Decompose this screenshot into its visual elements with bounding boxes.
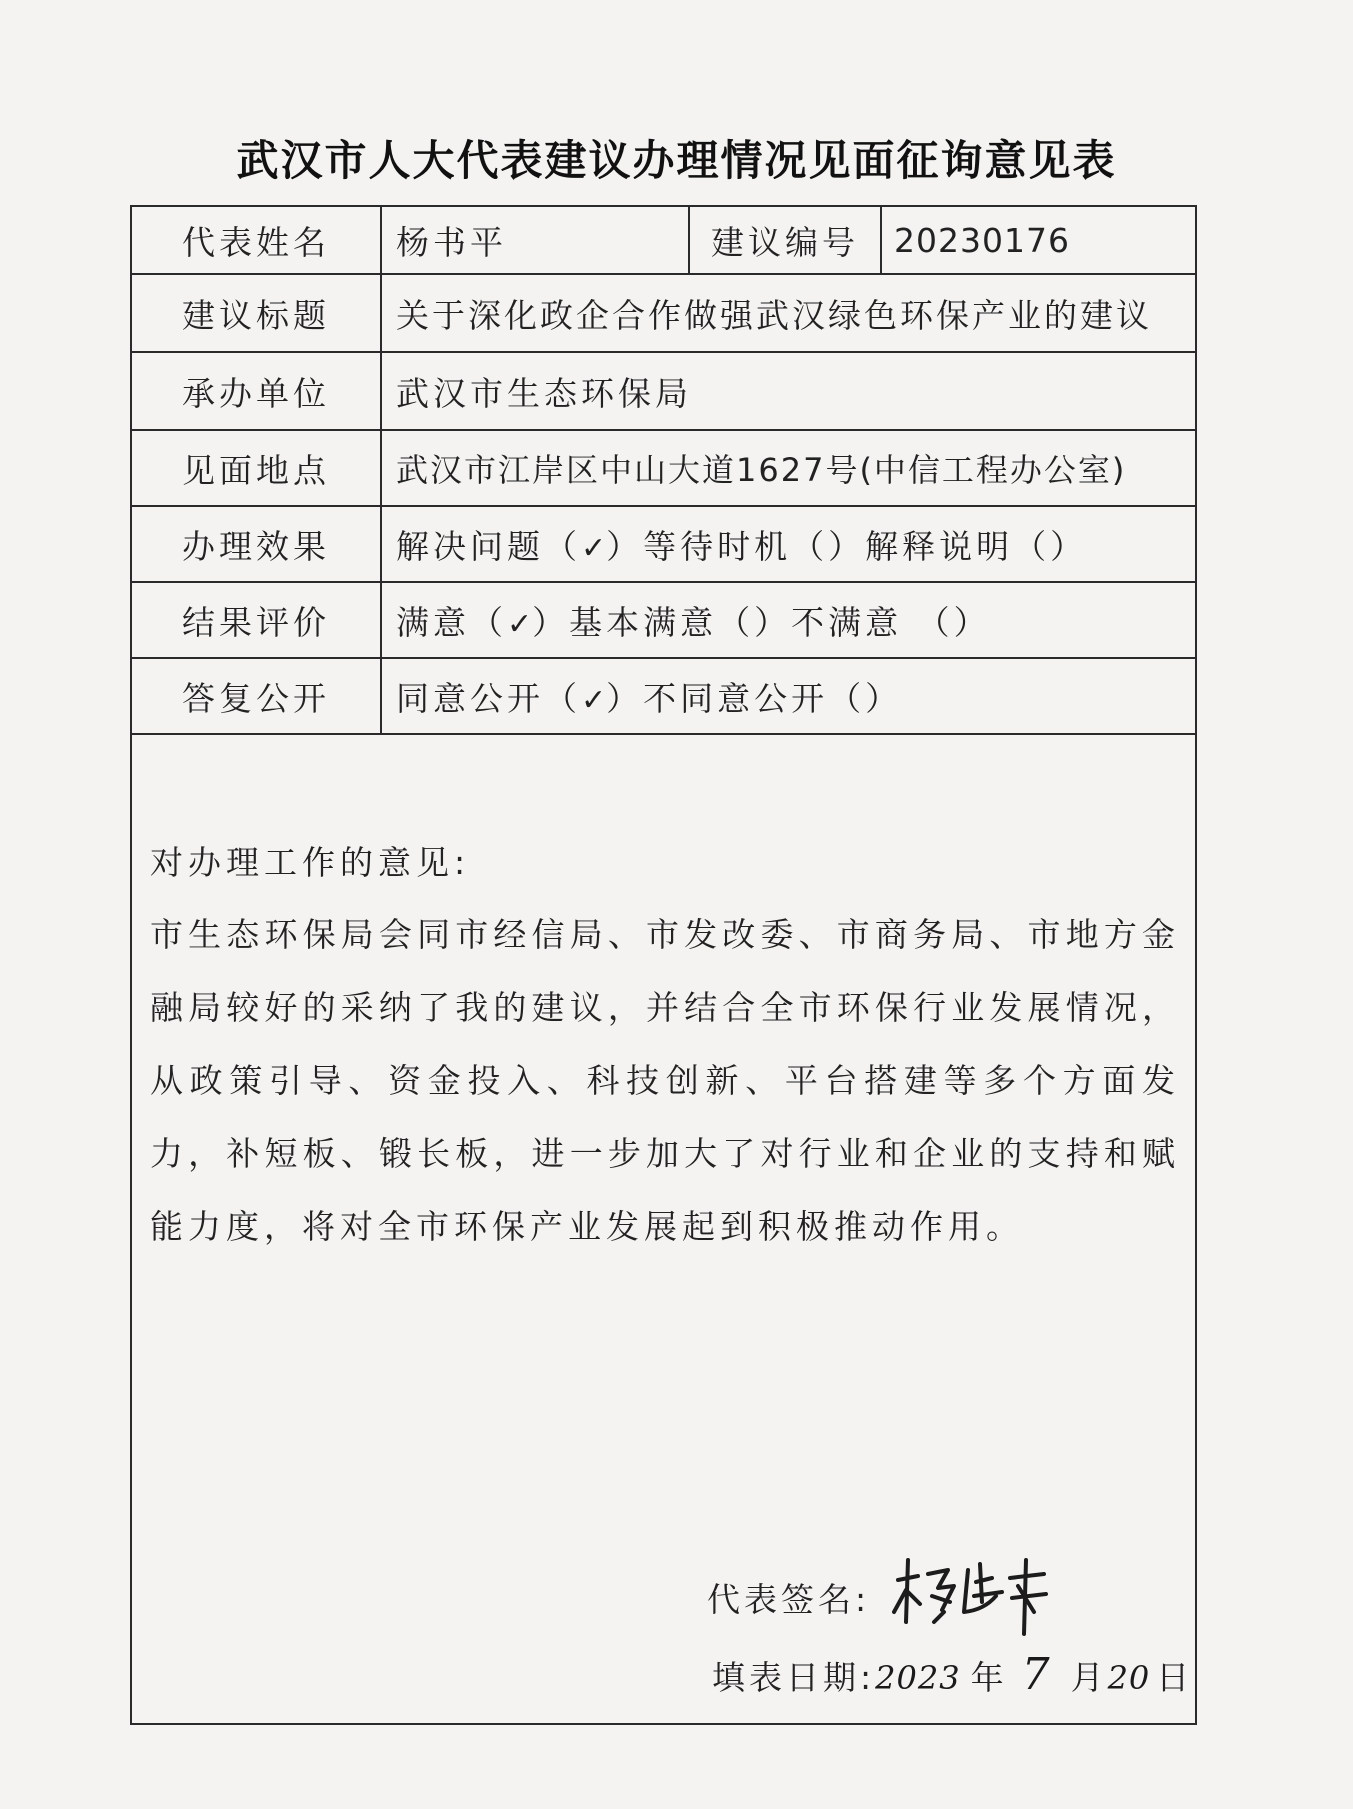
option-satisfied: 满意（✓）: [396, 602, 570, 642]
form-row-handling-unit: [132, 353, 1195, 431]
form-row-result-evaluation: [132, 583, 1195, 659]
field-options-reply-disclosure: [380, 659, 1195, 733]
signature-label: 代表签名:: [707, 1579, 871, 1619]
form-row-handling-effect: [132, 507, 1195, 583]
check-mark-icon: ✓: [507, 606, 533, 642]
check-mark-icon: ✓: [581, 530, 607, 566]
page-title: 武汉市人大代表建议办理情况见面征询意见表: [236, 136, 1117, 185]
opinion-heading: 对办理工作的意见:: [150, 843, 471, 882]
opinion-section: [150, 837, 1180, 1263]
fill-date-line: [712, 1649, 1193, 1700]
field-value-handling-unit: 武汉市生态环保局: [380, 353, 1195, 429]
option-not-satisfied: 不满意 （）: [791, 602, 991, 642]
field-options-handling-effect: [380, 507, 1195, 581]
field-options-result-evaluation: [380, 583, 1195, 657]
fill-date-label: 填表日期:: [712, 1658, 876, 1697]
field-value-meeting-place: 武汉市江岸区中山大道1627号(中信工程办公室): [380, 431, 1195, 505]
field-label-result-evaluation: 结果评价: [182, 602, 330, 642]
field-label-meeting-place: 见面地点: [182, 450, 330, 490]
fill-date-month-unit: 月: [1070, 1658, 1108, 1697]
option-explanation: 解释说明（）: [865, 526, 1088, 566]
field-value-representative-name: 杨书平: [380, 207, 688, 273]
form-row-meeting-place: [132, 431, 1195, 507]
fill-date-year: 2023: [875, 1659, 961, 1697]
option-wait-for-timing: 等待时机（）: [643, 526, 866, 566]
check-mark-icon: ✓: [581, 682, 607, 718]
field-label-proposal-number: 建议编号: [688, 207, 880, 273]
field-value-proposal-number: 20230176: [880, 207, 1195, 273]
field-label-representative-name: 代表姓名: [182, 222, 330, 262]
field-label-handling-unit: 承办单位: [182, 373, 330, 413]
field-label-reply-disclosure: 答复公开: [182, 678, 330, 718]
option-basically-satisfied: 基本满意（）: [569, 602, 792, 642]
option-problem-solved: 解决问题（✓）: [396, 526, 644, 566]
field-label-proposal-title: 建议标题: [182, 295, 330, 335]
field-value-proposal-title: 关于深化政企合作做强武汉绿色环保产业的建议: [380, 275, 1195, 351]
opinion-form: [130, 205, 1197, 1725]
form-row-reply-disclosure: [132, 659, 1195, 735]
fill-date-month: 7: [1021, 1649, 1051, 1700]
fill-date-day: 20: [1107, 1659, 1151, 1697]
form-row-representative: [132, 207, 1195, 275]
field-label-handling-effect: 办理效果: [182, 526, 330, 566]
handwritten-signature: [884, 1552, 1064, 1642]
signature-line: [707, 1552, 1064, 1642]
fill-date-day-unit: 日: [1156, 1658, 1194, 1697]
option-disagree-disclosure: 不同意公开（）: [643, 678, 903, 718]
form-row-proposal-title: [132, 275, 1195, 353]
opinion-body: 市生态环保局会同市经信局、市发改委、市商务局、市地方金融局较好的采纳了我的建议，并结合全市环保行业发展情况，从政策引导、资金投入、科技创新、平台搭建等多个方面发力，补短板、锻长板，进一步加大了对行业和企业的支持和赋能力度，将对全市环保产业发展起到积极推动作用。: [150, 915, 1180, 1246]
fill-date-year-unit: 年: [970, 1658, 1008, 1697]
option-agree-disclosure: 同意公开（✓）: [396, 678, 644, 718]
